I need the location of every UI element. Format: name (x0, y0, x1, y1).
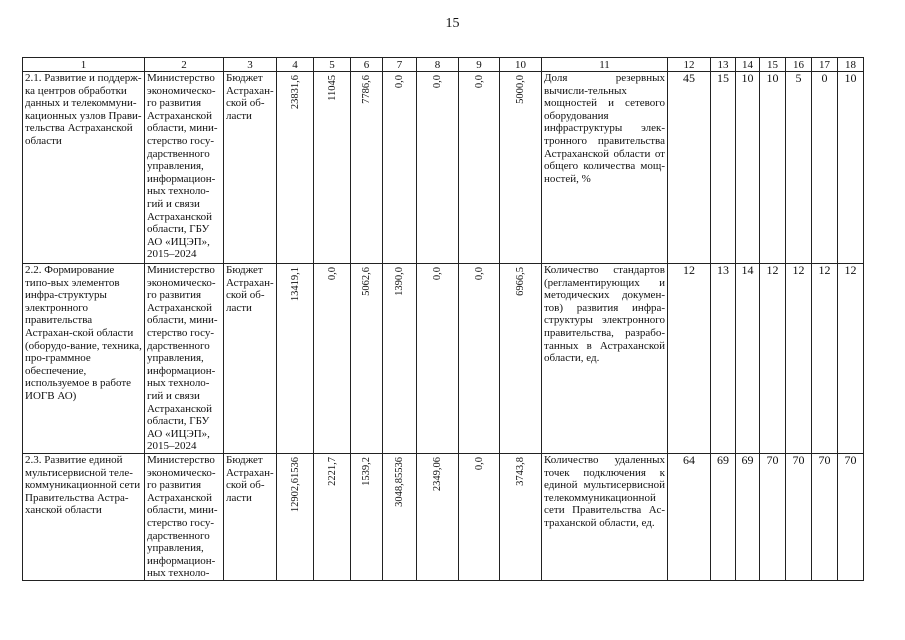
funding-year-cell (314, 72, 351, 264)
funding-value: 0,0 (394, 75, 405, 89)
funding-year-cell (314, 264, 351, 454)
funding-year-cell (417, 454, 459, 581)
column-number: 15 (760, 58, 786, 72)
target-value-cell: 15 (711, 72, 736, 264)
funding-value: 5000,0 (515, 75, 526, 104)
column-number: 7 (383, 58, 417, 72)
funding-value: 13419,1 (289, 267, 301, 302)
column-number: 2 (145, 58, 224, 72)
target-value-cell: 70 (760, 454, 786, 581)
funding-value: 1539,2 (361, 457, 372, 486)
funding-source-cell: Бюджет Астрахан-ской об-ласти (224, 454, 277, 581)
funding-value: 5062,6 (361, 267, 372, 296)
funding-total-cell (277, 72, 314, 264)
column-number: 12 (668, 58, 711, 72)
funding-year-cell (351, 72, 383, 264)
activity-cell: 2.2. Формирование типо-вых элементов инфра-структуры электронного правительства Астрахан-ской области (оборудо-вание, техника, про-граммное обеспечение, используемое в работе ИОГВ АО) (23, 264, 145, 454)
target-value-cell: 5 (786, 72, 812, 264)
funding-value: 0,0 (473, 75, 485, 89)
funding-value: 2221,7 (326, 457, 338, 486)
funding-value: 23831,6 (289, 75, 301, 110)
funding-value: 12902,61536 (289, 457, 301, 513)
column-number: 6 (351, 58, 383, 72)
funding-year-cell (383, 72, 417, 264)
funding-year-cell (314, 454, 351, 581)
funding-value: 0,0 (473, 457, 485, 471)
target-value-cell: 14 (736, 264, 760, 454)
funding-value: 1390,0 (394, 267, 405, 296)
funding-source-cell: Бюджет Астрахан-ской об-ласти (224, 264, 277, 454)
funding-year-cell (500, 454, 542, 581)
indicator-cell: Доля резервных вычисли-тельных мощностей и сетевого оборудования инфраструктуры элек-тронного правительства Астраханской области от общего количества мощ-ностей, % (542, 72, 668, 264)
target-value-cell: 69 (711, 454, 736, 581)
column-number: 17 (812, 58, 838, 72)
target-value-cell: 10 (838, 72, 864, 264)
funding-value: 0,0 (432, 267, 443, 281)
target-value-cell: 10 (760, 72, 786, 264)
funding-year-cell (417, 264, 459, 454)
funding-source-cell: Бюджет Астрахан-ской об-ласти (224, 72, 277, 264)
funding-year-cell (459, 72, 500, 264)
target-value-cell: 12 (812, 264, 838, 454)
target-value-cell: 69 (736, 454, 760, 581)
column-number: 13 (711, 58, 736, 72)
funding-year-cell (351, 264, 383, 454)
funding-total-cell (277, 454, 314, 581)
funding-year-cell (383, 454, 417, 581)
column-number-row (23, 58, 864, 72)
target-value-cell: 12 (760, 264, 786, 454)
target-value-cell: 70 (812, 454, 838, 581)
page-number: 15 (445, 16, 460, 31)
target-value-cell: 12 (786, 264, 812, 454)
column-number: 3 (224, 58, 277, 72)
funding-value: 11045 (326, 75, 338, 101)
funding-value: 0,0 (326, 267, 338, 281)
program-activities-table (22, 57, 864, 581)
funding-year-cell (417, 72, 459, 264)
funding-value: 0,0 (432, 75, 443, 89)
indicator-cell: Количество стандартов (регламентирующих и методических докумен-тов) развития инфра-структуры электронного правительства, разрабо-танных в Астраханской области, ед. (542, 264, 668, 454)
funding-year-cell (351, 454, 383, 581)
target-value-cell: 10 (736, 72, 760, 264)
funding-year-cell (500, 72, 542, 264)
activity-cell: 2.1. Развитие и поддерж-ка центров обработки данных и телекоммуни-кационных узлов Прави-тельства Астраханской области (23, 72, 145, 264)
funding-value: 6966,5 (515, 267, 526, 296)
funding-value: 3048,85536 (394, 457, 405, 507)
funding-value: 2349,06 (432, 457, 443, 492)
column-number: 11 (542, 58, 668, 72)
funding-value: 3743,8 (515, 457, 526, 486)
column-number: 4 (277, 58, 314, 72)
column-number: 14 (736, 58, 760, 72)
funding-year-cell (459, 454, 500, 581)
funding-year-cell (383, 264, 417, 454)
column-number: 5 (314, 58, 351, 72)
table-row (23, 454, 864, 581)
column-number: 16 (786, 58, 812, 72)
target-value-cell: 12 (838, 264, 864, 454)
column-number: 10 (500, 58, 542, 72)
target-value-cell: 0 (812, 72, 838, 264)
column-number: 9 (459, 58, 500, 72)
funding-total-cell (277, 264, 314, 454)
target-value-cell: 13 (711, 264, 736, 454)
funding-year-cell (500, 264, 542, 454)
funding-value: 0,0 (473, 267, 485, 281)
target-value-cell: 12 (668, 264, 711, 454)
target-value-cell: 64 (668, 454, 711, 581)
target-value-cell: 70 (786, 454, 812, 581)
funding-value: 7786,6 (361, 75, 372, 104)
target-value-cell: 70 (838, 454, 864, 581)
indicator-cell: Количество удаленных точек подключения к единой мультисервисной телекоммуникационной сети Правительства Ас-траханской области, ед. (542, 454, 668, 581)
executor-cell: Министерство экономическо-го развития Астраханской области, мини-стерство госу-дарственного управления, информацион-ных техноло- (145, 454, 224, 581)
table-row (23, 72, 864, 264)
column-number: 8 (417, 58, 459, 72)
funding-year-cell (459, 264, 500, 454)
activity-cell: 2.3. Развитие единой мультисервисной теле-коммуникационной сети Правительства Астра-ханской области (23, 454, 145, 581)
column-number: 18 (838, 58, 864, 72)
executor-cell: Министерство экономическо-го развития Астраханской области, мини-стерство госу-дарственного управления, информацион-ных техноло-гий и связи Астраханской области, ГБУ АО «ИЦЭП», 2015–2024 (145, 264, 224, 454)
table-row (23, 264, 864, 454)
executor-cell: Министерство экономическо-го развития Астраханской области, мини-стерство госу-дарственного управления, информацион-ных техноло-гий и связи Астраханской области, ГБУ АО «ИЦЭП», 2015–2024 (145, 72, 224, 264)
column-number: 1 (23, 58, 145, 72)
target-value-cell: 45 (668, 72, 711, 264)
